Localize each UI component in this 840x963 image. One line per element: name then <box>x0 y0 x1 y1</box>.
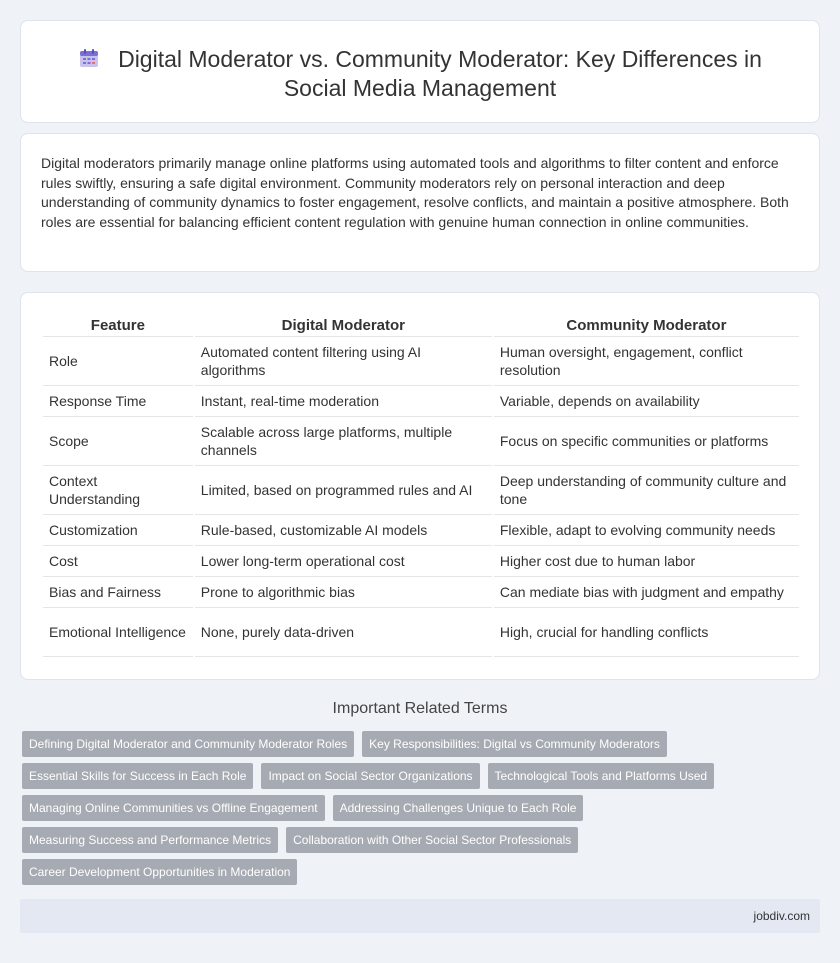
related-term-tag[interactable]: Key Responsibilities: Digital vs Community Moderators <box>362 731 667 757</box>
tag-row <box>22 731 822 763</box>
row-digital: Automated content filtering using AI algorithms <box>195 337 492 386</box>
row-community: Focus on specific communities or platforms <box>494 417 799 466</box>
related-term-tag[interactable]: Career Development Opportunities in Moderation <box>22 859 297 885</box>
row-digital: Instant, real-time moderation <box>195 386 492 417</box>
related-term-tag[interactable]: Addressing Challenges Unique to Each Role <box>333 795 584 821</box>
row-digital: Limited, based on programmed rules and AI <box>195 466 492 515</box>
row-digital: Prone to algorithmic bias <box>195 577 492 608</box>
related-term-tag[interactable]: Collaboration with Other Social Sector Professionals <box>286 827 578 853</box>
related-term-tag[interactable]: Measuring Success and Performance Metrics <box>22 827 278 853</box>
page-title-wrap <box>21 45 819 103</box>
footer <box>20 899 820 933</box>
calendar-icon <box>78 47 100 69</box>
row-digital: Rule-based, customizable AI models <box>195 515 492 546</box>
row-feature: Response Time <box>43 386 193 417</box>
tag-row <box>22 827 822 859</box>
footer-site-link[interactable]: jobdiv.com <box>753 909 810 923</box>
table-row <box>43 608 799 657</box>
table-row <box>43 337 799 386</box>
row-community: Can mediate bias with judgment and empathy <box>494 577 799 608</box>
related-terms-list <box>22 731 822 891</box>
table-row <box>43 386 799 417</box>
row-feature: Scope <box>43 417 193 466</box>
summary-card <box>20 133 820 272</box>
row-feature: Customization <box>43 515 193 546</box>
summary-text: Digital moderators primarily manage online platforms using automated tools and algorithms to filter content and enforce rules swiftly, ensuring a safe digital environment. Community moderators rely on personal interaction and deep understanding of community dynamics to foster engagement, resolve conflicts, and maintain a positive atmosphere. Both roles are essential for balancing efficient content regulation with genuine human connection in online communities. <box>41 155 789 230</box>
row-feature: Context Understanding <box>43 466 193 515</box>
comparison-table <box>41 313 801 657</box>
related-terms-title: Important Related Terms <box>332 700 508 717</box>
table-header-row <box>43 313 799 337</box>
tag-row <box>22 763 822 795</box>
row-digital: Lower long-term operational cost <box>195 546 492 577</box>
header-feature: Feature <box>43 313 193 337</box>
row-community: Human oversight, engagement, conflict resolution <box>494 337 799 386</box>
table-row <box>43 466 799 515</box>
table-row <box>43 515 799 546</box>
row-digital: None, purely data-driven <box>195 608 492 657</box>
table-row <box>43 417 799 466</box>
header-digital-moderator: Digital Moderator <box>195 313 492 337</box>
table-row <box>43 577 799 608</box>
row-community: High, crucial for handling conflicts <box>494 608 799 657</box>
row-feature: Emotional Intelligence <box>43 608 193 657</box>
row-community: Higher cost due to human labor <box>494 546 799 577</box>
related-term-tag[interactable]: Impact on Social Sector Organizations <box>261 763 479 789</box>
row-community: Variable, depends on availability <box>494 386 799 417</box>
tag-row <box>22 795 822 827</box>
row-feature: Cost <box>43 546 193 577</box>
related-term-tag[interactable]: Technological Tools and Platforms Used <box>488 763 715 789</box>
row-feature: Bias and Fairness <box>43 577 193 608</box>
related-term-tag[interactable]: Managing Online Communities vs Offline Engagement <box>22 795 325 821</box>
header-community-moderator: Community Moderator <box>494 313 799 337</box>
row-community: Deep understanding of community culture and tone <box>494 466 799 515</box>
related-term-tag[interactable]: Defining Digital Moderator and Community Moderator Roles <box>22 731 354 757</box>
row-community: Flexible, adapt to evolving community needs <box>494 515 799 546</box>
comparison-table-card <box>20 292 820 680</box>
row-feature: Role <box>43 337 193 386</box>
row-digital: Scalable across large platforms, multiple channels <box>195 417 492 466</box>
header-card <box>20 20 820 123</box>
tag-row <box>22 859 822 891</box>
related-term-tag[interactable]: Essential Skills for Success in Each Role <box>22 763 253 789</box>
table-row <box>43 546 799 577</box>
page-title: Digital Moderator vs. Community Moderator: Key Differences in Social Media Management <box>118 46 762 101</box>
